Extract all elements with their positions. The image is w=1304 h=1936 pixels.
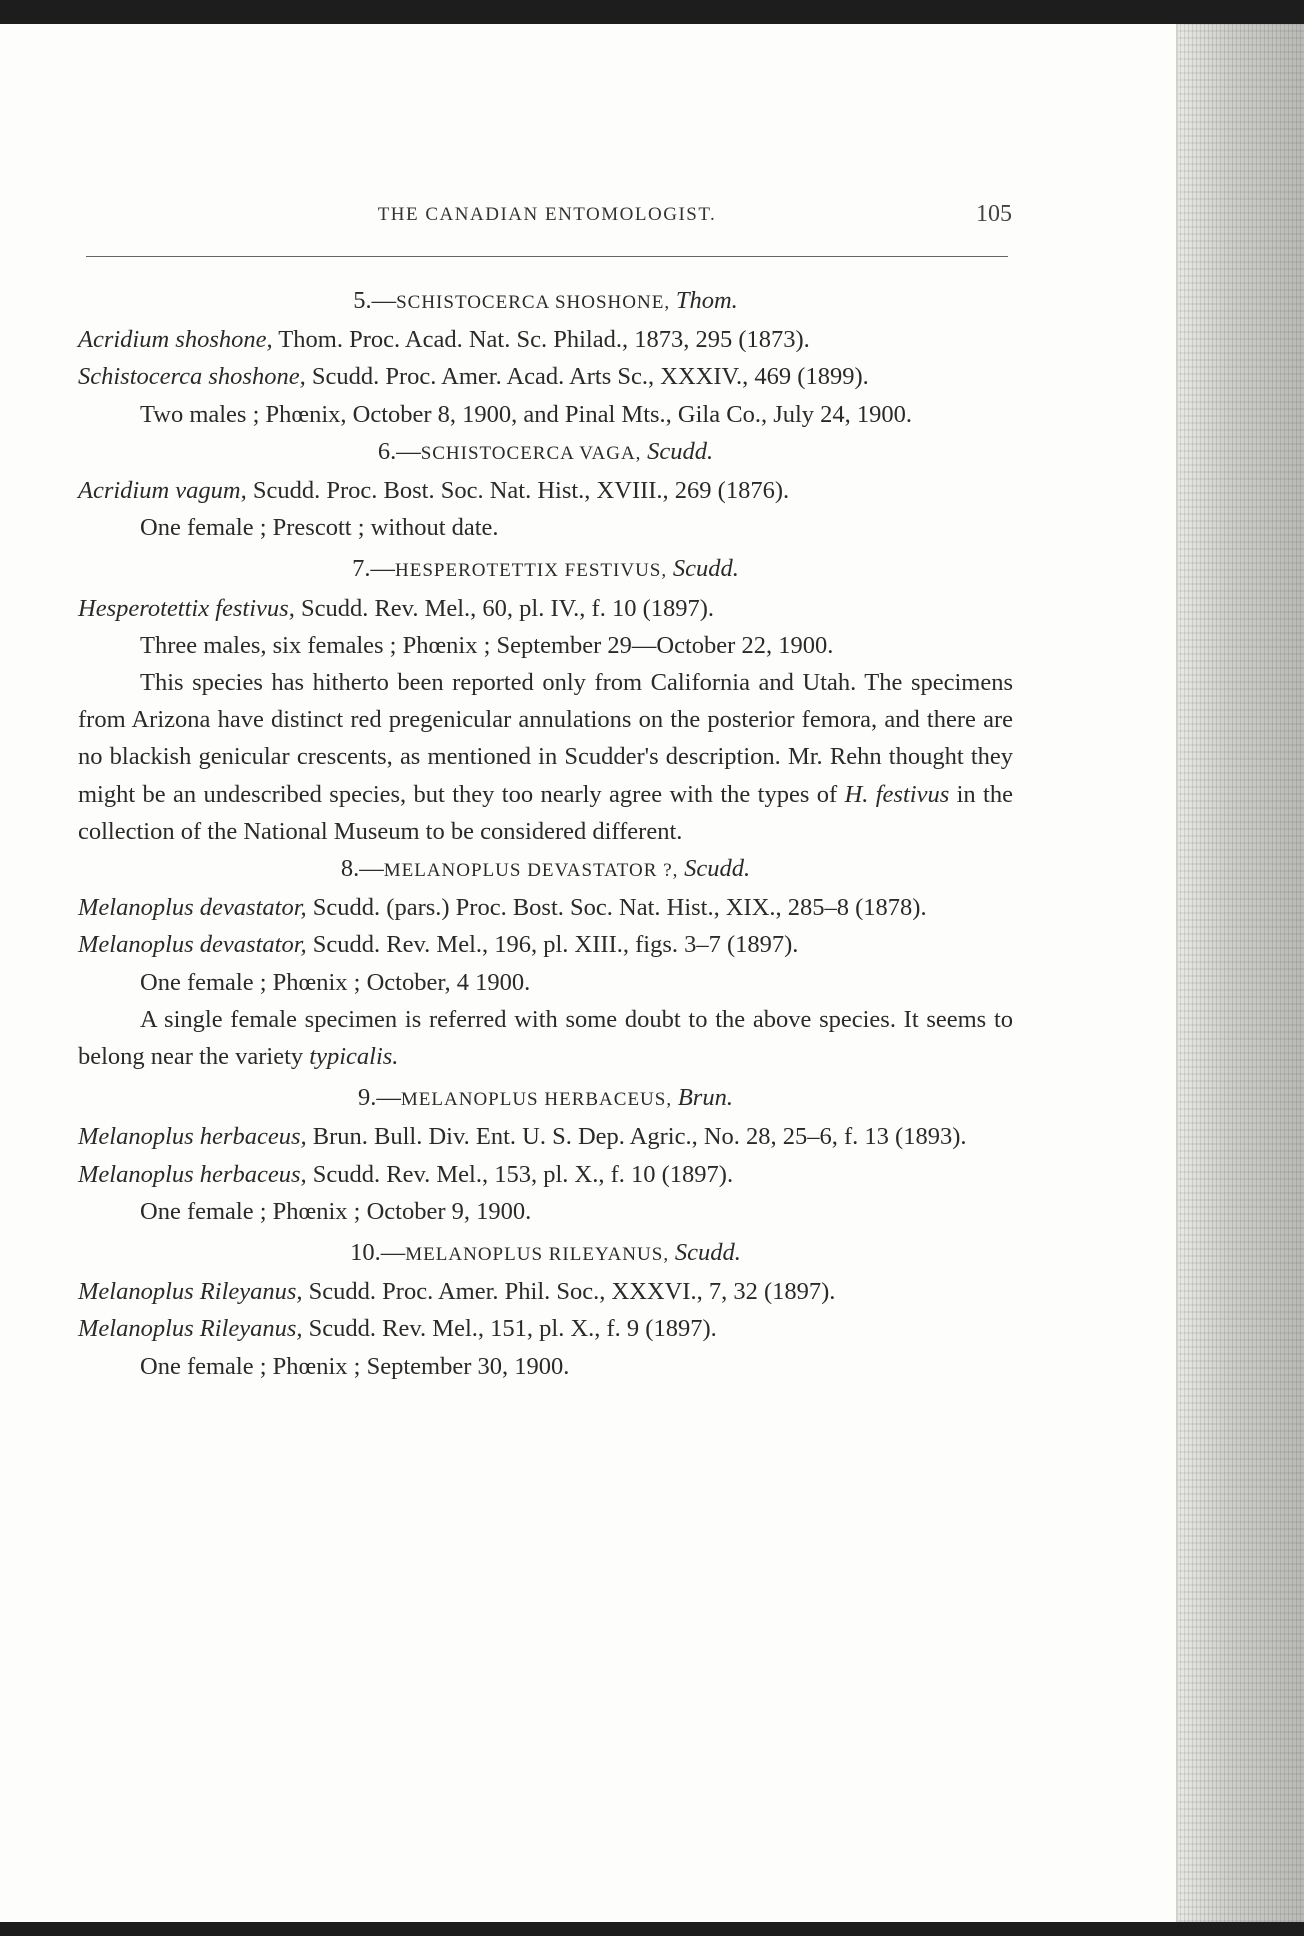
- scan-top-border: [0, 0, 1304, 24]
- species-author: Brun.: [677, 1084, 733, 1112]
- specimen-record: Two males ; Phœnix, October 8, 1900, and Pinal Mts., Gila Co., July 24, 1900.: [140, 400, 913, 428]
- synonymy-reference: Hesperotettix festivus, Scudd. Rev. Mel., 60, pl. IV., f. 10 (1897).: [78, 594, 715, 622]
- synonymy-reference: Schistocerca shoshone, Scudd. Proc. Amer. Acad. Arts Sc., XXXIV., 469 (1899).: [78, 363, 869, 391]
- article-body: [78, 282, 1013, 1385]
- discussion-paragraph: A single female specimen is referred with some doubt to the above species. It seems to belong near the variety typicalis.: [78, 1005, 1013, 1071]
- synonymy-reference: Melanoplus devastator, Scudd. Rev. Mel., 196, pl. XIII., figs. 3–7 (1897).: [78, 931, 799, 959]
- species-name: MELANOPLUS DEVASTATOR ?,: [383, 860, 685, 882]
- species-heading-6: 6.—SCHISTOCERCA VAGA, Scudd.: [377, 437, 714, 465]
- book-gutter: [1176, 24, 1304, 1922]
- species-name: SCHISTOCERCA VAGA,: [420, 442, 648, 464]
- page-header: [82, 201, 1012, 234]
- specimen-record: One female ; Phœnix ; September 30, 1900.: [140, 1352, 570, 1380]
- specimen-record: One female ; Prescott ; without date.: [140, 514, 499, 542]
- species-name: MELANOPLUS HERBACEUS,: [400, 1089, 678, 1111]
- species-author: Thom.: [675, 287, 738, 314]
- species-heading-10: 10.—MELANOPLUS RILEYANUS, Scudd.: [350, 1239, 741, 1267]
- species-heading-9: 9.—MELANOPLUS HERBACEUS, Brun.: [358, 1084, 733, 1112]
- header-rule: [86, 256, 1008, 257]
- synonymy-reference: Melanoplus herbaceus, Scudd. Rev. Mel., 153, pl. X., f. 10 (1897).: [78, 1160, 734, 1188]
- discussion-paragraph: This species has hitherto been reported only from California and Utah. The specimens from Arizona have distinct red pregenicular annulations on the posterior femora, and there are no blackish genicular crescents, as mentioned in Scudder's description. Mr. Rehn thought they might be an undescribed species, but they too nearly agree with the types of H. festivus in the collection of the National Museum to be considered different.: [78, 669, 1013, 845]
- page-edge: [1176, 24, 1178, 1922]
- synonymy-reference: Acridium vagum, Scudd. Proc. Bost. Soc. Nat. Hist., XVIII., 269 (1876).: [78, 477, 790, 505]
- species-author: Scudd.: [647, 437, 714, 465]
- species-heading-7: 7.—HESPEROTETTIX FESTIVUS, Scudd.: [352, 555, 739, 583]
- running-head: THE CANADIAN ENTOMOLOGIST.: [377, 204, 717, 225]
- synonymy-reference: Melanoplus Rileyanus, Scudd. Proc. Amer. Phil. Soc., XXXVI., 7, 32 (1897).: [78, 1278, 836, 1306]
- synonymy-reference: Acridium shoshone, Thom. Proc. Acad. Nat. Sc. Philad., 1873, 295 (1873).: [78, 326, 810, 354]
- scan-bottom-border: [0, 1922, 1304, 1936]
- specimen-record: One female ; Phœnix ; October, 4 1900.: [140, 968, 531, 996]
- synonymy-reference: Melanoplus devastator, Scudd. (pars.) Proc. Bost. Soc. Nat. Hist., XIX., 285–8 (1878).: [78, 894, 927, 922]
- species-heading-8: 8.—MELANOPLUS DEVASTATOR ?, Scudd.: [340, 855, 751, 883]
- specimen-record: Three males, six females ; Phœnix ; September 29—October 22, 1900.: [140, 631, 834, 659]
- page-number: 105: [976, 201, 1012, 227]
- species-author: Scudd.: [672, 555, 739, 583]
- species-author: Scudd.: [674, 1239, 741, 1267]
- synonymy-reference: Melanoplus herbaceus, Brun. Bull. Div. Ent. U. S. Dep. Agric., No. 28, 25–6, f. 13 (1893).: [78, 1123, 967, 1151]
- species-author: Scudd.: [684, 855, 751, 883]
- species-name: HESPEROTETTIX FESTIVUS,: [395, 560, 673, 582]
- synonymy-reference: Melanoplus Rileyanus, Scudd. Rev. Mel., 151, pl. X., f. 9 (1897).: [78, 1315, 717, 1343]
- species-heading-5: 5.—SCHISTOCERCA SHOSHONE, Thom.: [353, 287, 738, 314]
- specimen-record: One female ; Phœnix ; October 9, 1900.: [140, 1197, 532, 1225]
- species-name: SCHISTOCERCA SHOSHONE,: [396, 292, 676, 313]
- species-name: MELANOPLUS RILEYANUS,: [405, 1244, 675, 1266]
